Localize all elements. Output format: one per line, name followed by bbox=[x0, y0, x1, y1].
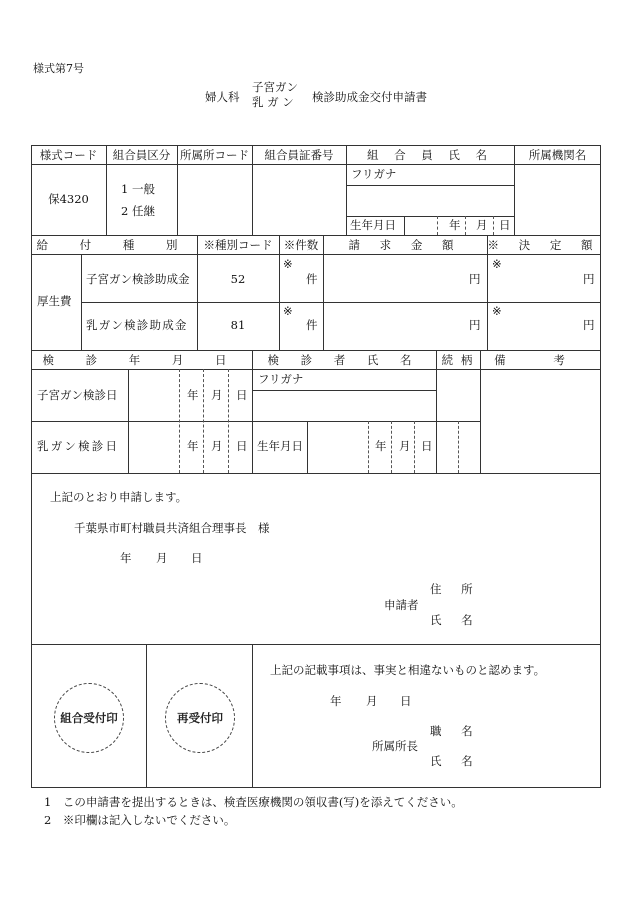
applicant-label: 申請者 bbox=[384, 598, 419, 612]
title-line1: 子宮ガン bbox=[252, 80, 298, 94]
exam-year: 年 bbox=[187, 388, 199, 402]
examinee-furigana-label: フリガナ bbox=[258, 372, 304, 386]
member-furigana-label: フリガナ bbox=[351, 167, 397, 181]
examinee-birth-month: 月 bbox=[399, 439, 411, 453]
certification-date-month: 月 bbox=[366, 694, 378, 708]
exam-year: 年 bbox=[187, 439, 199, 453]
divider bbox=[487, 235, 488, 350]
amount-unit: 円 bbox=[469, 318, 481, 332]
exam-month: 月 bbox=[211, 439, 223, 453]
col-form-code: 様式コード bbox=[39, 148, 98, 162]
dash-divider bbox=[458, 421, 459, 473]
benefit-name-cervical: 子宮ガン検診助成金 bbox=[86, 272, 190, 286]
divider bbox=[197, 235, 198, 350]
rereceived-stamp-label: 再受付印 bbox=[177, 711, 223, 725]
certification-statement: 上記の記載事項は、事実と相違ないものと認めます。 bbox=[270, 663, 546, 677]
exam-month: 月 bbox=[211, 388, 223, 402]
certification-date-year: 年 bbox=[330, 694, 342, 708]
type-code-cervical: 52 bbox=[230, 272, 246, 286]
member-birthdate-label: 生年月日 bbox=[350, 218, 396, 232]
member-birth-month: 月 bbox=[476, 218, 488, 232]
col-benefit-type: 給 付 種 別 bbox=[36, 238, 192, 252]
col-count: ※件数 bbox=[283, 238, 319, 252]
title-line2: 乳 ガ ン bbox=[252, 95, 294, 109]
applicant-name-label: 氏 名 bbox=[430, 613, 481, 627]
class-option-continued[interactable]: 2 任継 bbox=[121, 204, 155, 218]
divider bbox=[146, 644, 147, 788]
col-type-code: ※種別コード bbox=[203, 238, 273, 252]
dash-divider bbox=[203, 369, 204, 473]
rereceived-stamp bbox=[165, 683, 235, 753]
divider bbox=[252, 350, 253, 473]
divider bbox=[252, 390, 436, 391]
head-title-label: 職 名 bbox=[430, 724, 481, 738]
received-stamp-label: 組合受付印 bbox=[60, 711, 118, 725]
divider bbox=[31, 473, 601, 474]
decision-asterisk: ※ bbox=[492, 304, 502, 318]
decision-unit: 円 bbox=[583, 272, 595, 286]
member-birth-day: 日 bbox=[499, 218, 511, 232]
received-stamp bbox=[54, 683, 124, 753]
col-member-class: 組合員区分 bbox=[112, 148, 171, 162]
application-date-day: 日 bbox=[191, 551, 203, 565]
member-birth-year: 年 bbox=[449, 218, 461, 232]
cervical-exam-date-label: 子宮ガン検診日 bbox=[37, 388, 118, 402]
count-asterisk: ※ bbox=[283, 304, 293, 318]
count-unit: 件 bbox=[306, 272, 318, 286]
application-statement: 上記のとおり申請します。 bbox=[50, 490, 188, 504]
title-prefix: 婦人科 bbox=[205, 90, 240, 104]
exam-day: 日 bbox=[236, 439, 248, 453]
col-decision: ※ 決 定 額 bbox=[487, 238, 601, 252]
col-remarks: 備 考 bbox=[494, 353, 587, 367]
examinee-birth-year: 年 bbox=[375, 439, 387, 453]
col-institution: 所属機関名 bbox=[528, 148, 587, 162]
dash-divider bbox=[414, 421, 415, 473]
class-option-general[interactable]: 1 一般 bbox=[121, 182, 155, 196]
dash-divider bbox=[493, 216, 494, 235]
divider bbox=[31, 235, 601, 236]
count-unit: 件 bbox=[306, 318, 318, 332]
col-examinee-name: 検 診 者 氏 名 bbox=[267, 353, 421, 367]
col-office-code: 所属所コード bbox=[180, 148, 249, 162]
col-exam-date: 検 診 年 月 日 bbox=[42, 353, 241, 367]
decision-asterisk: ※ bbox=[492, 257, 502, 271]
type-code-breast: 81 bbox=[230, 318, 246, 332]
col-amount: 請 求 金 額 bbox=[348, 238, 462, 252]
dash-divider bbox=[391, 421, 392, 473]
count-asterisk: ※ bbox=[283, 257, 293, 271]
divider bbox=[81, 302, 601, 303]
decision-unit: 円 bbox=[583, 318, 595, 332]
amount-unit: 円 bbox=[469, 272, 481, 286]
benefit-name-breast: 乳ガン検診助成金 bbox=[86, 318, 188, 332]
dash-divider bbox=[228, 369, 229, 473]
divider bbox=[31, 350, 601, 351]
breast-exam-date-label: 乳ガン検診日 bbox=[37, 439, 120, 453]
col-member-name: 組 合 員 氏 名 bbox=[366, 148, 494, 162]
title-suffix: 検診助成金交付申請書 bbox=[312, 90, 427, 104]
divider bbox=[346, 216, 514, 217]
divider bbox=[252, 644, 253, 788]
dash-divider bbox=[368, 421, 369, 473]
divider bbox=[31, 369, 601, 370]
applicant-address-label: 住 所 bbox=[430, 582, 481, 596]
dash-divider bbox=[179, 369, 180, 473]
office-head-label: 所属所長 bbox=[372, 739, 418, 753]
divider bbox=[436, 350, 437, 473]
note-item: 2 ※印欄は記入しないでください。 bbox=[44, 813, 236, 827]
examinee-birth-day: 日 bbox=[421, 439, 433, 453]
form-number: 様式第7号 bbox=[33, 62, 84, 75]
form-code-value: 保4320 bbox=[48, 192, 89, 206]
head-name-label: 氏 名 bbox=[430, 754, 481, 768]
divider bbox=[31, 421, 480, 422]
welfare-category: 厚生費 bbox=[37, 294, 72, 308]
addressee: 千葉県市町村職員共済組合理事長 様 bbox=[74, 521, 270, 535]
divider bbox=[31, 644, 601, 645]
dash-divider bbox=[437, 216, 438, 235]
dash-divider bbox=[465, 216, 466, 235]
divider bbox=[279, 235, 280, 350]
divider bbox=[31, 254, 601, 255]
divider bbox=[31, 164, 601, 165]
col-relation: 続 柄 bbox=[441, 353, 475, 367]
certification-date-day: 日 bbox=[400, 694, 412, 708]
note-item: 1 この申請書を提出するときは、検査医療機関の領収書(写)を添えてください。 bbox=[44, 795, 463, 809]
application-date-year: 年 bbox=[120, 551, 132, 565]
divider bbox=[346, 185, 514, 186]
examinee-birthdate-label: 生年月日 bbox=[257, 439, 303, 453]
divider bbox=[404, 216, 405, 235]
divider bbox=[307, 421, 308, 473]
application-date-month: 月 bbox=[156, 551, 168, 565]
divider bbox=[323, 235, 324, 350]
col-member-id: 組合員証番号 bbox=[264, 148, 334, 162]
exam-day: 日 bbox=[236, 388, 248, 402]
divider bbox=[480, 350, 481, 473]
